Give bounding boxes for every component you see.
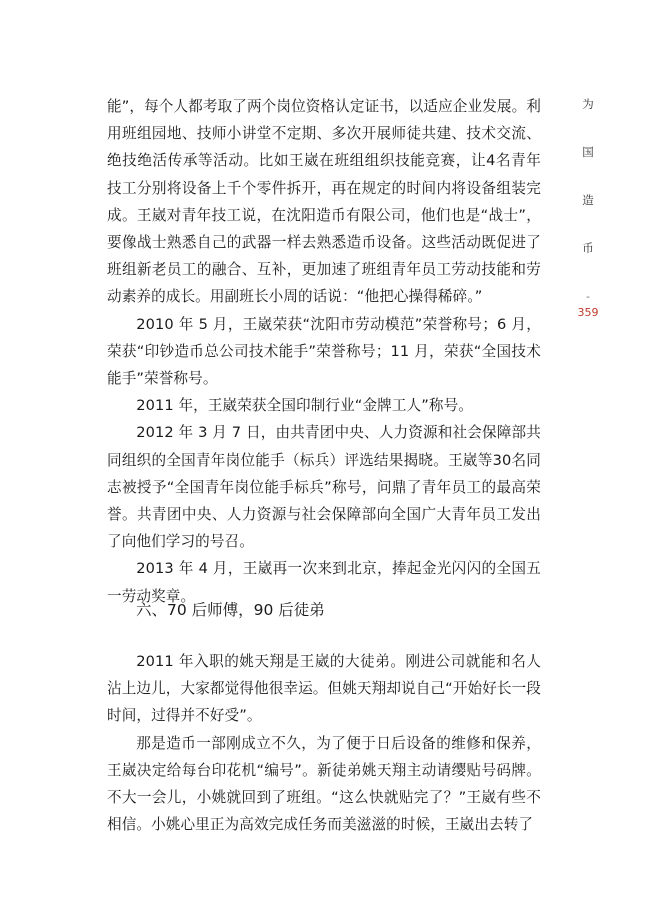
paragraph: 2011 年入职的姚天翔是王崴的大徒弟。刚进公司就能和名人沾上边儿，大家都觉得他很幸运。但姚天翔却说自己“开始好长一段时间，过得并不好受”。 xyxy=(107,653,541,725)
paragraph: 那是造币一部刚成立不久，为了便于日后设备的维修和保养，王崴决定给每台印花机“编号”。新徒弟姚天翔主动请缨贴号码牌。不大一会儿，小姚就回到了班组。“这么快就贴完了？”王崴有些不相信。小姚心里正为高效完成任务而美滋滋的时候，王崴出去转了 xyxy=(107,734,541,834)
running-title-char: 造 xyxy=(582,193,594,207)
paragraph: 2012 年 3 月 7 日，由共青团中央、人力资源和社会保障部共同组织的全国青年岗位能手（标兵）评选结果揭晓。王崴等30名同志被授予“全国青年岗位能手标兵”称号，问鼎了青年员工的最高荣誉。共青团中央、人力资源与社会保障部向全国广大青年员工发出了向他们学习的号召。 xyxy=(107,424,541,551)
running-title xyxy=(573,96,603,324)
section-title: 六、70 后师傅，90 后徒弟 xyxy=(136,601,325,619)
paragraph: 2011 年，王崴荣获全国印制行业“金牌工人”称号。 xyxy=(136,397,473,415)
page-number: 359 xyxy=(577,306,599,319)
paragraph: 2013 年 4 月，王崴再一次来到北京，捧起金光闪闪的全国五一劳动奖章。 xyxy=(107,560,541,605)
body-text-bottom xyxy=(107,648,541,838)
running-title-dash: - xyxy=(586,289,590,303)
paragraph: 2010 年 5 月，王崴荣获“沈阳市劳动模范”荣誉称号；6 月，荣获“印钞造币总公司技术能手”荣誉称号；11 月，荣获“全国技术能手”荣誉称号。 xyxy=(107,315,541,388)
running-title-char: 币 xyxy=(582,241,594,255)
running-title-char: 国 xyxy=(582,145,594,159)
paragraph: 能”，每个人都考取了两个岗位资格认定证书，以适应企业发展。利用班组园地、技师小讲堂不定期、多次开展师徒共建、技术交流、绝技绝活传承等活动。比如王崴在班组组织技能竞赛，让4名青年技工分别将设备上千个零件拆开，再在规定的时间内将设备组装完成。王崴对青年技工说，在沈阳造币有限公司，他们也是“战士”，要像战士熟悉自己的武器一样去熟悉造币设备。这些活动既促进了班组新老员工的融合、互补，更加速了班组青年员工劳动技能和劳动素养的成长。用副班长小周的话说：“他把心操得稀碎。” xyxy=(107,98,541,306)
body-text-top xyxy=(107,93,541,610)
running-title-char: 为 xyxy=(582,97,594,111)
